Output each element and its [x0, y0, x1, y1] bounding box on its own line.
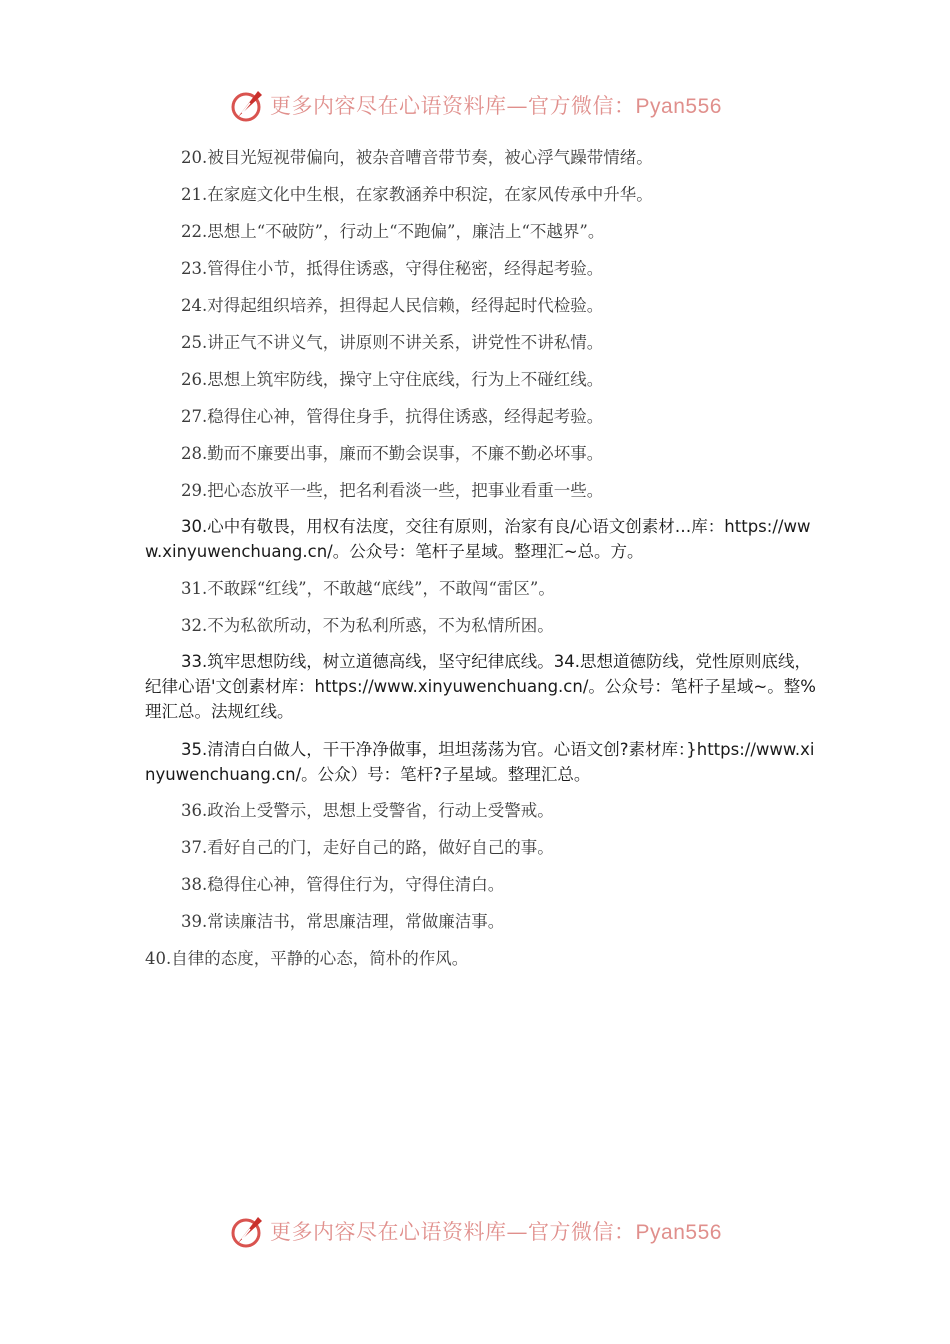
list-item: 23.管得住小节，抵得住诱惑，守得住秘密，经得起考验。 [181, 259, 604, 278]
list-item: 40.自律的态度，平静的心态，简朴的作风。 [145, 949, 469, 968]
paragraph-item: 33.筑牢思想防线，树立道德高线，坚守纪律底线。34.思想道德防线，党性原则底线，纪律心语'文创素材库：https://www.xinyuwenchuang.cn/。公众号：笔杆子星域~。整%理汇总。法规红线。 [145, 652, 816, 721]
list-item: 24.对得起组织培养，担得起人民信赖，经得起时代检验。 [181, 296, 604, 315]
list-item: 37.看好自己的门，走好自己的路，做好自己的事。 [181, 838, 554, 857]
footer-banner [0, 1211, 950, 1251]
list-item: 28.勤而不廉要出事，廉而不勤会误事，不廉不勤必坏事。 [181, 444, 604, 463]
list-item: 31.不敢踩“红线”，不敢越“底线”，不敢闯“雷区”。 [181, 579, 555, 598]
quill-logo-icon [228, 1211, 268, 1251]
paragraph-item: 30.心中有敬畏，用权有法度，交往有原则，治家有良/心语文创素材…库：https://www.xinyuwenchuang.cn/。公众号：笔杆子星域。整理汇~总。方。 [145, 517, 811, 561]
list-item: 27.稳得住心神，管得住身手，抗得住诱惑，经得起考验。 [181, 407, 604, 426]
list-item: 22.思想上“不破防”，行动上“不跑偏”，廉洁上“不越界”。 [181, 222, 605, 241]
list-item: 20.被目光短视带偏向，被杂音嘈音带节奏，被心浮气躁带情绪。 [181, 148, 653, 167]
list-item: 29.把心态放平一些，把名利看淡一些，把事业看重一些。 [181, 481, 604, 500]
paragraph-item: 35.清清白白做人，干干净净做事，坦坦荡荡为官。心语文创?素材库：}https://www.xinyuwenchuang.cn/。公众）号：笔杆?子星域。整理汇总。 [145, 740, 815, 784]
footer-wechat-id: Pyan556 [635, 1221, 722, 1244]
quill-logo-icon [228, 85, 268, 125]
list-item: 36.政治上受警示，思想上受警省，行动上受警戒。 [181, 801, 554, 820]
list-item: 32.不为私欲所动，不为私利所惑，不为私情所困。 [181, 616, 554, 635]
list-item: 39.常读廉洁书，常思廉洁理，常做廉洁事。 [181, 912, 505, 931]
list-item: 26.思想上筑牢防线，操守上守住底线，行为上不碰红线。 [181, 370, 604, 389]
header-text: 更多内容尽在心语资料库—官方微信：Pyan556 [270, 94, 722, 118]
header-wechat-id: Pyan556 [635, 95, 722, 118]
list-item: 38.稳得住心神，管得住行为，守得住清白。 [181, 875, 505, 894]
footer-text: 更多内容尽在心语资料库—官方微信：Pyan556 [270, 1220, 722, 1244]
list-item: 21.在家庭文化中生根，在家教涵养中积淀，在家风传承中升华。 [181, 185, 653, 204]
list-item: 25.讲正气不讲义气，讲原则不讲关系，讲党性不讲私情。 [181, 333, 604, 352]
header-banner [0, 85, 950, 125]
